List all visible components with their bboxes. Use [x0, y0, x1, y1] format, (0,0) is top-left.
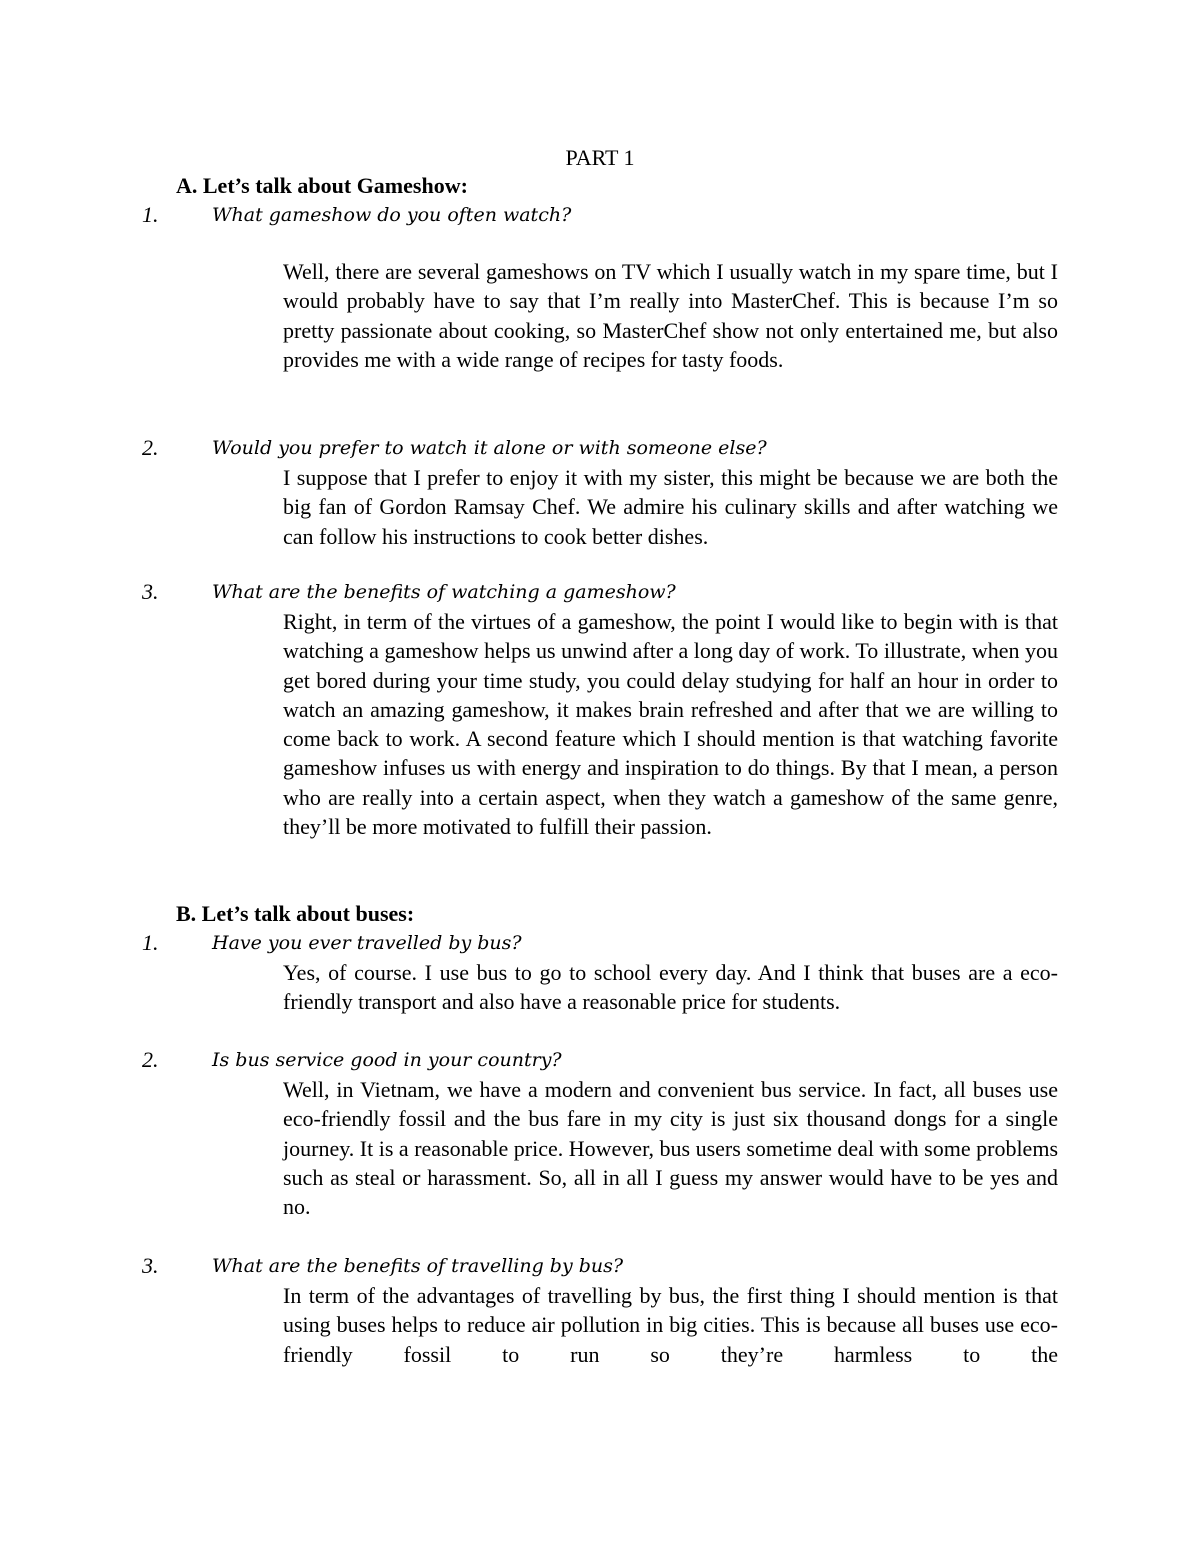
question-text: Would you prefer to watch it alone or with someone else? [212, 437, 767, 459]
answer-text: In term of the advantages of travelling by bus, the first thing I should mention is that using buses helps to reduce air pollution in big cities. This is because all buses use eco-friendly fossil to run so they’re harmless to the [283, 1283, 1058, 1367]
page-title: PART 1 [565, 145, 635, 170]
answer-text: Well, there are several gameshows on TV which I usually watch in my spare time, but I would probably have to say that I’m really into MasterChef. This is because I’m so pretty passionate about cooking, so MasterChef show not only entertained me, but also provides me with a wide range of recipes for tasty foods. [283, 259, 1058, 372]
section-heading-gameshow: A. Let’s talk about Gameshow: [176, 173, 468, 198]
question-text: What are the benefits of watching a gameshow? [212, 581, 676, 603]
question-text: What gameshow do you often watch? [212, 204, 572, 226]
question-text: Is bus service good in your country? [212, 1049, 562, 1071]
section-heading-buses: B. Let’s talk about buses: [176, 901, 415, 926]
question-number: 2. [142, 435, 159, 460]
question-number: 1. [142, 202, 159, 227]
question-number: 1. [142, 930, 159, 955]
question-number: 3. [142, 579, 159, 604]
answer-text: Yes, of course. I use bus to go to school every day. And I think that buses are a eco-friendly transport and also have a reasonable price for students. [283, 960, 1058, 1015]
answer-text: Well, in Vietnam, we have a modern and convenient bus service. In fact, all buses use eco-friendly fossil and the bus fare in my city is just six thousand dongs for a single journey. It is a reasonable price. However, bus users sometime deal with some problems such as steal or harassment. So, all in all I guess my answer would have to be yes and no. [283, 1077, 1058, 1220]
answer-text: Right, in term of the virtues of a gameshow, the point I would like to begin with is that watching a gameshow helps us unwind after a long day of work. To illustrate, when you get bored during your time study, you could delay studying for half an hour in order to watch an amazing gameshow, it makes brain refreshed and after that we are willing to come back to work. A second feature which I should mention is that watching favorite gameshow infuses us with energy and inspiration to do things. By that I mean, a person who are really into a certain aspect, when they watch a gameshow of the same genre, they’ll be more motivated to fulfill their passion. [283, 609, 1058, 840]
question-text: What are the benefits of travelling by bus? [212, 1255, 624, 1277]
answer-text: I suppose that I prefer to enjoy it with my sister, this might be because we are both the big fan of Gordon Ramsay Chef. We admire his culinary skills and after watching we can follow his instructions to cook better dishes. [283, 465, 1058, 549]
question-number: 2. [142, 1047, 159, 1072]
question-number: 3. [142, 1253, 159, 1278]
question-text: Have you ever travelled by bus? [212, 932, 522, 954]
